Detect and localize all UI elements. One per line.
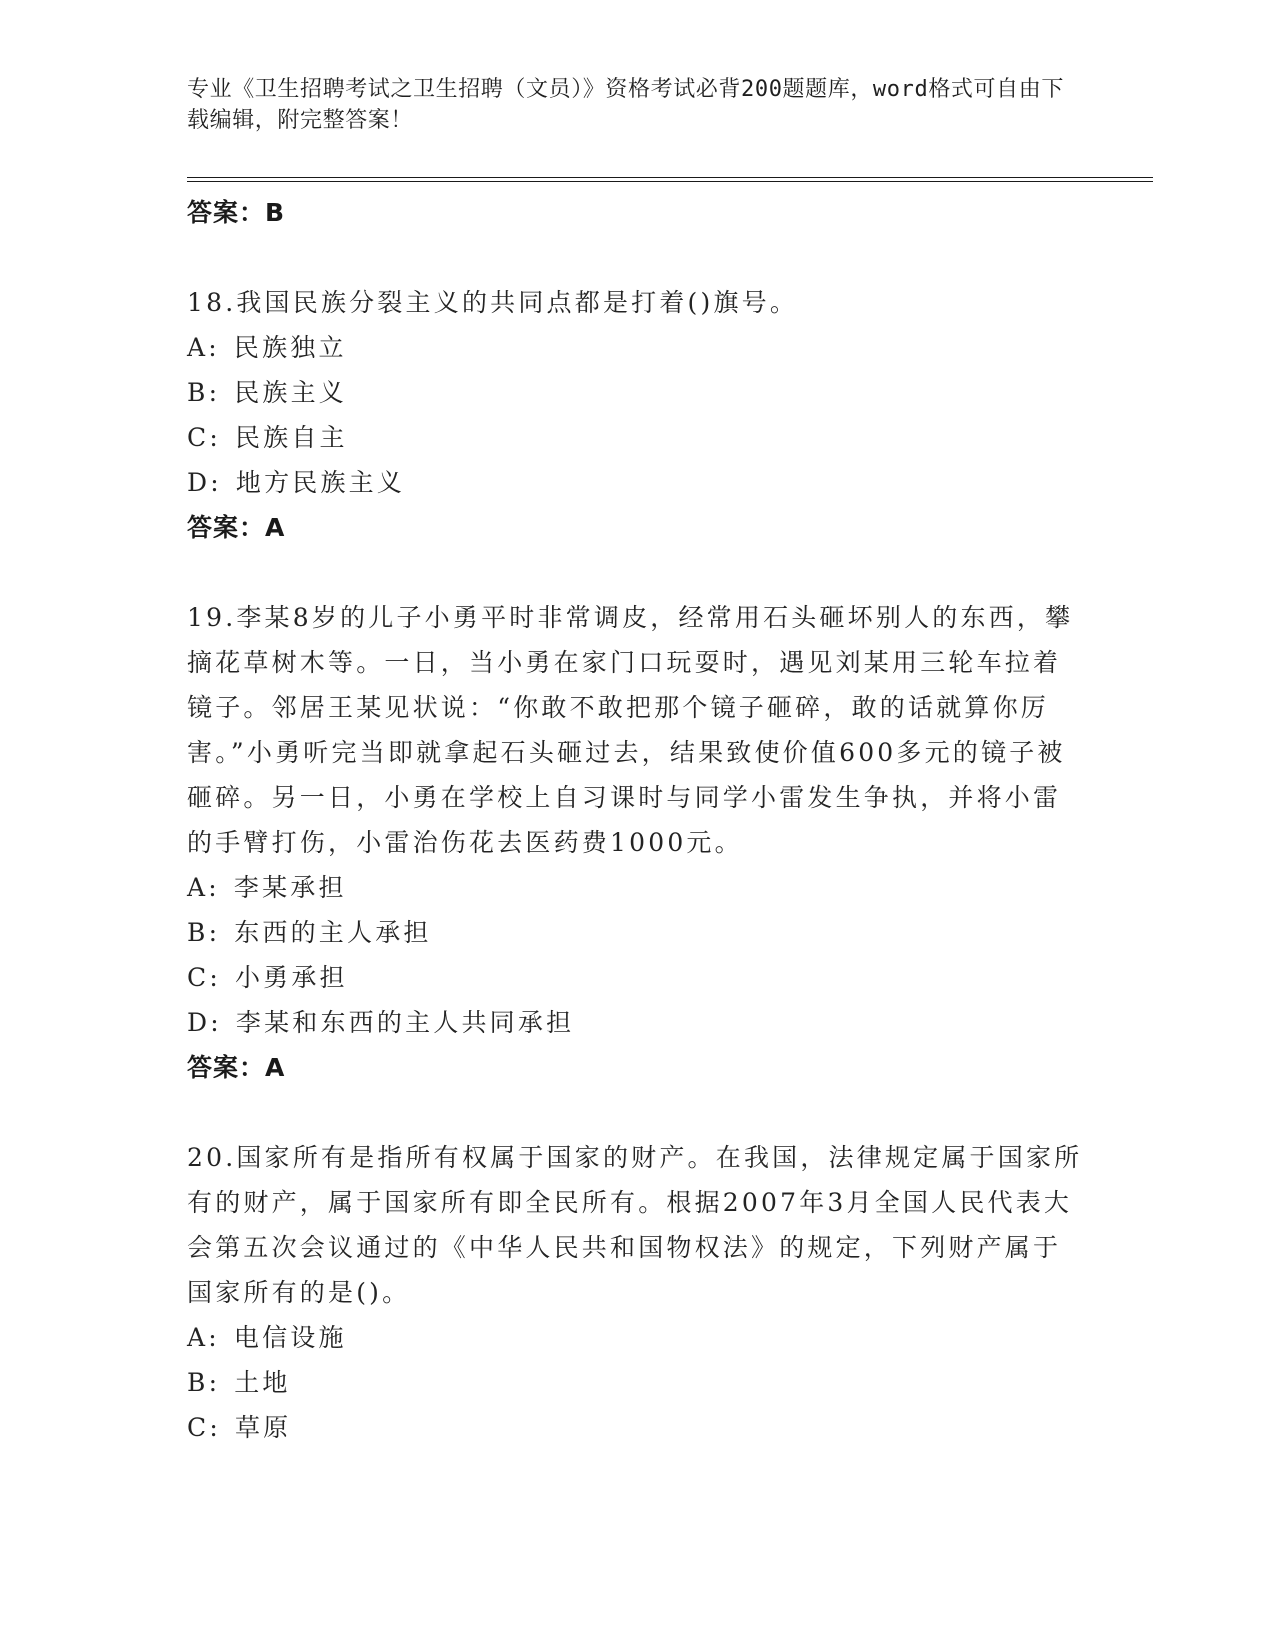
document-header: [187, 74, 1067, 136]
option-text: 电信设施: [233, 1323, 347, 1352]
option-text: 草原: [234, 1413, 292, 1442]
option-letter: A:: [187, 873, 220, 902]
option-b: [187, 910, 1087, 955]
option-text: 民族主义: [234, 378, 348, 407]
question-block: [187, 280, 1087, 550]
question-text: 18.我国民族分裂主义的共同点都是打着()旗号。: [187, 288, 799, 317]
option-letter: B:: [187, 1368, 221, 1397]
question-text: 20.国家所有是指所有权属于国家的财产。在我国，法律规定属于国家所有的财产，属于国家所有即全民所有。根据2007年3月全国人民代表大会第五次会议通过的《中华人民共和国物权法》的规定，下列财产属于国家所有的是()。: [187, 1143, 1083, 1307]
option-letter: C:: [187, 1413, 221, 1442]
answer-label: 答案：: [187, 1053, 266, 1082]
option-text: 民族自主: [234, 423, 348, 452]
option-letter: D:: [187, 1008, 222, 1037]
answer-value: B: [265, 198, 286, 227]
option-a: [187, 325, 1087, 370]
option-letter: C:: [187, 423, 221, 452]
option-text: 李某和东西的主人共同承担: [235, 1008, 575, 1037]
answer-line: [187, 505, 1087, 550]
question-text: 19.李某8岁的儿子小勇平时非常调皮，经常用石头砸坏别人的东西，攀摘花草树木等。一日，当小勇在家门口玩耍时，遇见刘某用三轮车拉着镜子。邻居王某见状说：“你敢不敢把那个镜子砸碎，敢的话就算你厉害。”小勇听完当即就拿起石头砸过去，结果致使价值600多元的镜子被砸碎。另一日，小勇在学校上自习课时与同学小雷发生争执，并将小雷的手臂打伤，小雷治伤花去医药费1000元。: [187, 603, 1074, 857]
option-b: [187, 370, 1087, 415]
option-d: [187, 460, 1087, 505]
option-text: 地方民族主义: [235, 468, 406, 497]
answer-label: 答案：: [187, 513, 266, 542]
option-c: [187, 1405, 1087, 1450]
header-text: 专业《卫生招聘考试之卫生招聘（文员）》资格考试必背200题题库，word格式可自由下载编辑，附完整答案！: [187, 77, 1064, 133]
header-divider-top: [187, 177, 1153, 178]
option-text: 李某承担: [233, 873, 347, 902]
option-b: [187, 1360, 1087, 1405]
answer-line: [187, 190, 1087, 235]
header-divider-bottom: [187, 181, 1153, 182]
option-a: [187, 1315, 1087, 1360]
answer-value: A: [265, 513, 286, 542]
option-letter: A:: [187, 1323, 220, 1352]
question-block: [187, 595, 1087, 1090]
option-text: 土地: [234, 1368, 291, 1397]
option-d: [187, 1000, 1087, 1045]
option-c: [187, 415, 1087, 460]
document-body: [187, 190, 1087, 1450]
option-text: 民族独立: [233, 333, 347, 362]
answer-value: A: [265, 1053, 286, 1082]
option-letter: B:: [187, 918, 221, 947]
option-letter: C:: [187, 963, 221, 992]
question-block: [187, 1135, 1087, 1450]
option-text: 小勇承担: [234, 963, 348, 992]
option-letter: D:: [187, 468, 222, 497]
option-letter: B:: [187, 378, 221, 407]
answer-line: [187, 1045, 1087, 1090]
option-text: 东西的主人承担: [234, 918, 432, 947]
option-c: [187, 955, 1087, 1000]
answer-label: 答案：: [187, 198, 266, 227]
option-letter: A:: [187, 333, 220, 362]
option-a: [187, 865, 1087, 910]
